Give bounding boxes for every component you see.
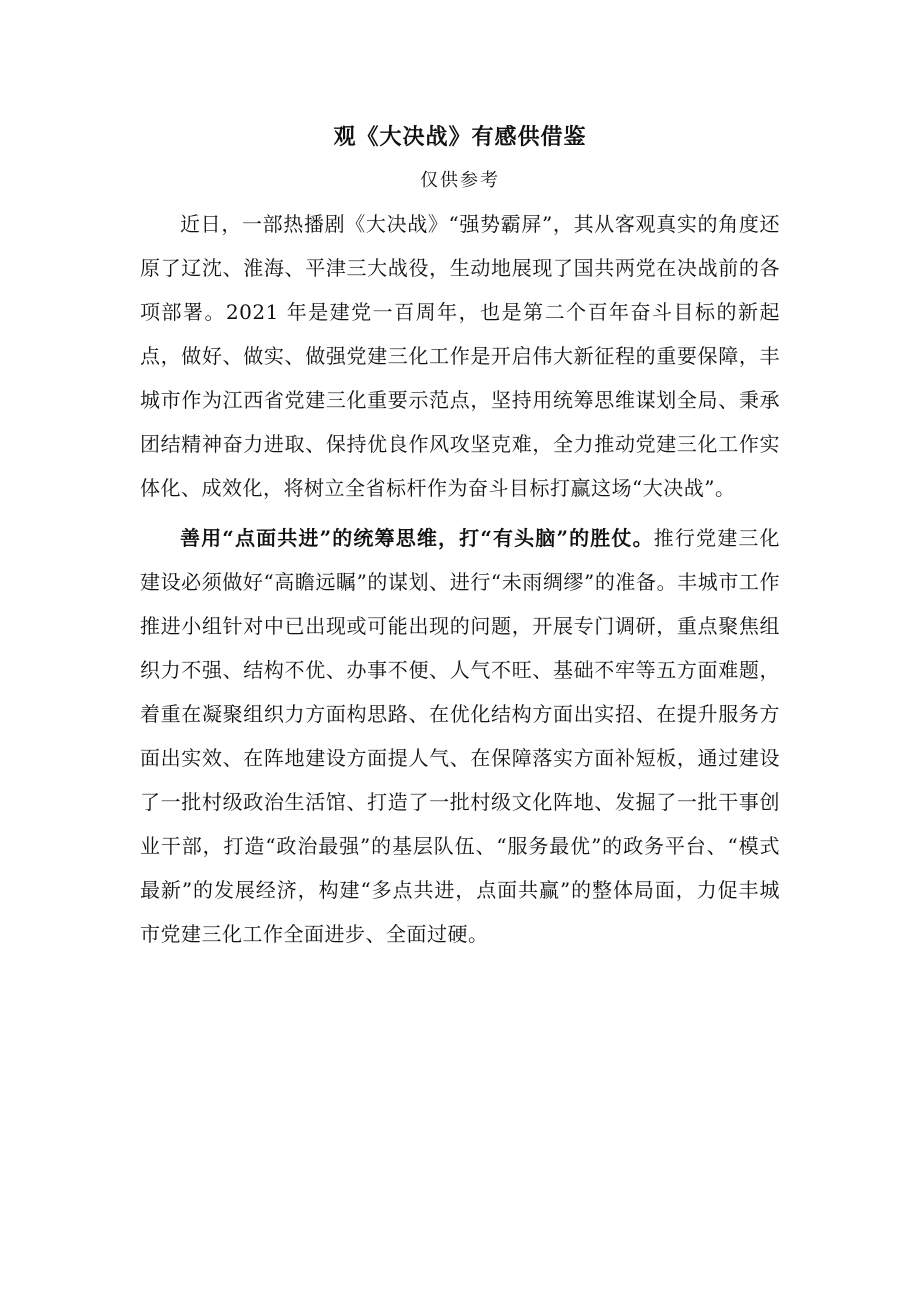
paragraph-text: 推行党建三化建设必须做好“高瞻远瞩”的谋划、进行“未雨绸缪”的准备。丰城市工作推进小组针对中已出现或可能出现的问题，开展专门调研，重点聚焦组织力不强、结构不优、办事不便、人气不旺、基础不牢等五方面难题，着重在凝聚组织力方面构思路、在优化结构方面出实招、在提升服务方面出实效、在阵地建设方面提人气、在保障落实方面补短板，通过建设了一批村级政治生活馆、打造了一批村级文化阵地、发掘了一批干事创业干部，打造“政治最强”的基层队伍、“服务最优”的政务平台、“模式最新”的发展经济，构建“多点共进，点面共赢”的整体局面，力促丰城市党建三化工作全面进步、全面过硬。 xyxy=(140,526,781,946)
document-title: 观《大决战》有感供借鉴 xyxy=(333,124,587,150)
document-subtitle: 仅供参考 xyxy=(420,170,500,191)
paragraph-text: 近日，一部热播剧《大决战》“强势霸屏”，其从客观真实的角度还原了辽沈、淮海、平津三大战役，生动地展现了国共两党在决战前的各项部署。2021 年是建党一百周年，也是第二个百年奋斗目标的新起点，做好、做实、做强党建三化工作是开启伟大新征程的重要保障，丰城市作为江西省党建三化重要示范点，坚持用统筹思维谋划全局、秉承团结精神奋力进取、保持优良作风攻坚克难，全力推动党建三化工作实体化、成效化，将树立全省标杆作为奋斗目标打赢这场“大决战”。 xyxy=(140,212,780,500)
paragraph-section-1 xyxy=(140,516,780,956)
paragraph-lead: 善用“点面共进”的统筹思维，打“有头脑”的胜仗。 xyxy=(180,526,654,550)
paragraph-intro xyxy=(140,202,780,510)
document-page xyxy=(140,118,780,956)
